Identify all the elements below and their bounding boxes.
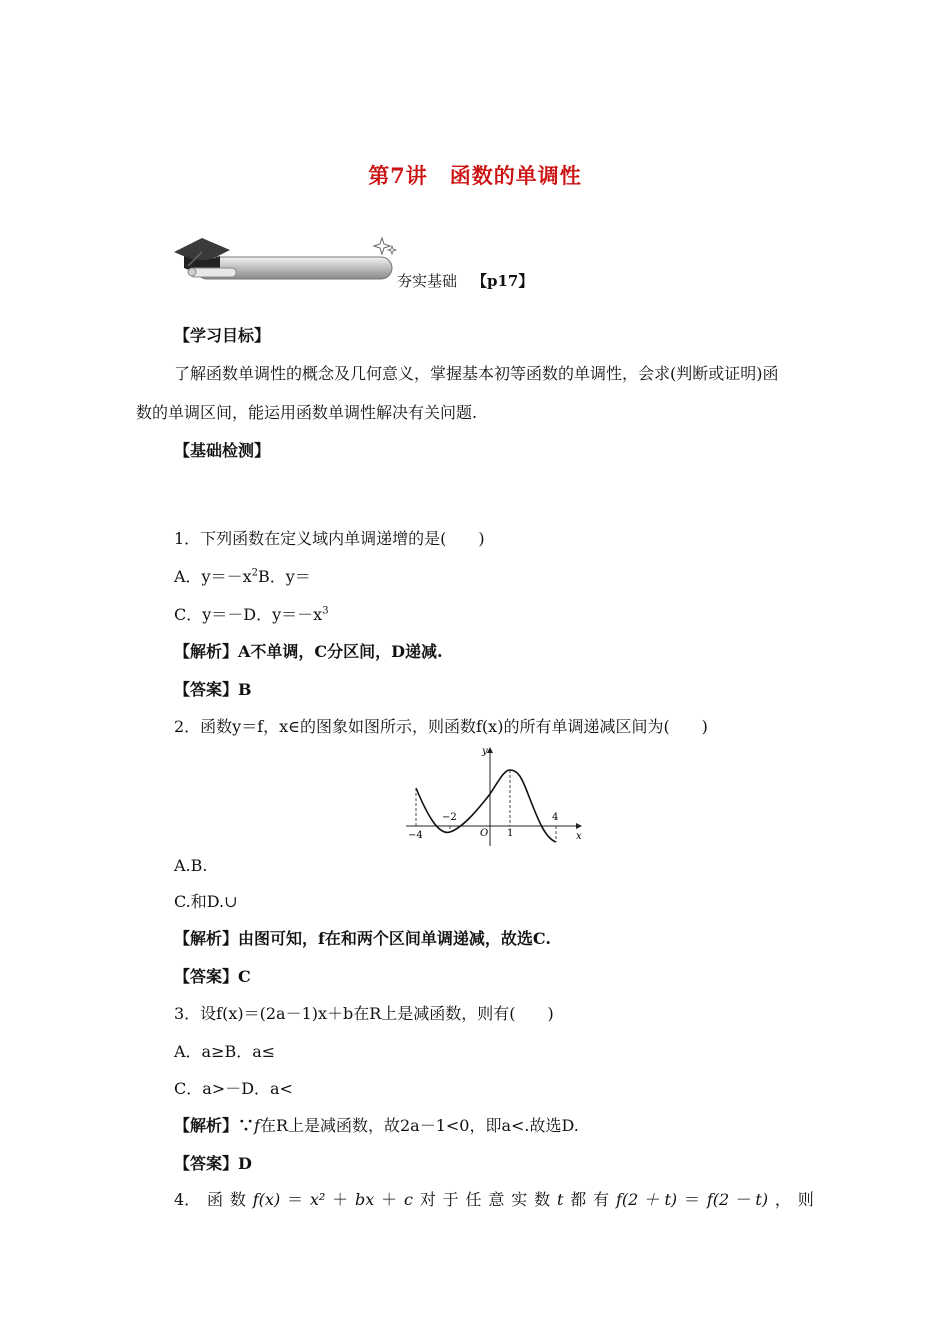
q3-analysis: 【解析】∵f在R上是减函数，故2a－1<0，即a<.故选D. [174,1116,579,1135]
tick-4: 4 [552,812,559,823]
objectives-text-line2: 数的单调区间，能运用函数单调性解决有关问题. [136,403,478,422]
q2-stem: 2．函数y＝f，x∈的图象如图所示，则函数f(x)的所有单调递减区间为( ) [174,717,708,736]
q1-analysis: 【解析】A不单调，C分区间，D递减. [174,642,443,661]
tick-neg4: −4 [408,830,423,841]
q4-stem: 4． 函 数 f(x) ＝ x² ＋ bx ＋ c 对 于 任 意 实 数 t 都 有 f(2 ＋ t) ＝ f(2 － t) ， 则 [174,1190,814,1209]
q3-stem: 3．设f(x)＝(2a－1)x＋b在R上是减函数，则有( ) [174,1004,554,1023]
check-heading: 【基础检测】 [174,441,271,460]
q1-options-ab: A．$y=-x^2B$．y＝ [174,567,311,586]
tick-neg2: −2 [442,812,457,823]
q1-stem: 1．下列函数在定义域内单调递增的是( ) [174,529,485,548]
objectives-heading: 【学习目标】 [174,326,271,345]
origin-label: O [480,828,489,839]
tick-1: 1 [507,828,514,839]
page-title: 第7讲 函数的单调性 [368,163,582,188]
q2-function-graph [404,742,590,850]
q3-options-cd: C．a>－D．a< [174,1079,293,1098]
q3-answer: 【答案】D [174,1154,252,1173]
q3-options-ab: A．a≥B．a≤ [174,1042,276,1061]
q2-options-cd: C.和D.∪ [174,892,238,911]
q1-options-cd: C．y＝－D．$y=-x^3$ [174,605,329,624]
q2-answer: 【答案】C [174,967,251,986]
graduation-cap-banner-icon [172,232,402,292]
y-label: y [482,746,488,757]
banner-label: 夯实基础 [397,272,458,290]
q2-analysis: 【解析】由图可知，f在和两个区间单调递减，故选C. [174,929,551,948]
q1-answer: 【答案】B [174,680,252,699]
x-label: x [576,831,582,842]
objectives-text-line1: 了解函数单调性的概念及几何意义，掌握基本初等函数的单调性，会求(判断或证明)函 [174,364,779,383]
q2-options-ab: A.B. [174,856,208,875]
banner-page-ref: 【p17】 [472,272,534,290]
